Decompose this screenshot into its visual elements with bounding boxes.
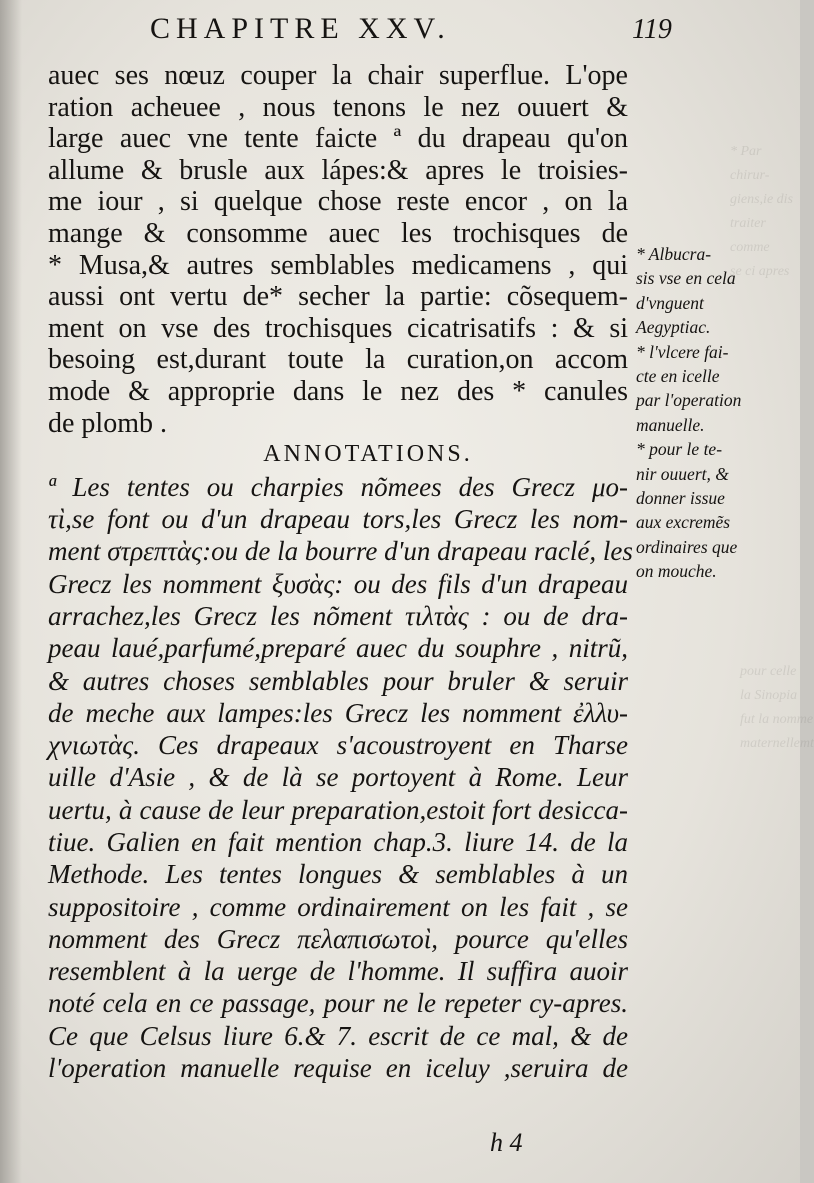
marginal-note-line: ordinaires que (636, 536, 738, 557)
text-line: me iour , si quelque chose reste encor , on la (48, 186, 628, 218)
annotation-line: noté cela en ce passage, pour ne le repeter cy-apres. (48, 988, 628, 1019)
marginal-note-line: aux excremẽs (636, 512, 731, 533)
annotation-line: suppositoire , comme ordinairement on les fait , se (48, 891, 628, 922)
annotation-line: ment στρεπτὰς:ou de la bourre d'un drapeau raclé, les (48, 536, 633, 567)
text-line: mange & consomme auec les trochisques de (48, 217, 628, 249)
annotation-line: peau laué,parfumé,preparé auec du souphre , nitrũ, (48, 633, 628, 664)
annotation-line: Methode. Les tentes longues & semblables à un (48, 859, 628, 890)
text-line: * Musa,& autres semblables medicamens , qui (48, 249, 628, 281)
annotation-line: de meche aux lampes:les Grecz les nomment ἐλλυ- (48, 697, 628, 728)
annotation-line: uertu, à cause de leur preparation,estoit fort desicca- (48, 794, 628, 825)
text-line: ration acheuee , nous tenons le nez ouuert & (48, 91, 628, 123)
marginal-note-line: d'vnguent (636, 292, 704, 313)
text-line: aussi ont vertu de* secher la partie: cõsequem- (48, 281, 628, 313)
marginal-note-line: par l'operation (636, 390, 742, 411)
text-line: de plomb . (48, 407, 167, 439)
marginal-note-line: * Albucra- (636, 244, 712, 264)
marginal-note-line: cte en icelle (636, 365, 720, 386)
gutter-shadow (0, 0, 22, 1183)
main-text-block (48, 60, 633, 1084)
annotation-line: l'operation manuelle requise en iceluy ,seruira de (48, 1053, 628, 1084)
marginal-note-line: on mouche. (636, 561, 717, 582)
show-through-text-upper: * Par chirur- giens,ie dis traiter comme se ci apres (730, 144, 793, 279)
marginal-note-line: sis vse en cela (636, 268, 736, 289)
annotation-paragraph (48, 471, 633, 1085)
marginal-note-line: * pour le te- (636, 439, 723, 460)
page-header (0, 10, 800, 50)
annotation-line: ª Les tentes ou charpies nõmees des Grecz μο- (48, 471, 628, 502)
text-line: auec ses nœuz couper la chair superflue. L'ope (48, 60, 628, 91)
annotation-line: Ce que Celsus liure 6.& 7. escrit de ce mal, & de (48, 1020, 628, 1051)
show-through-text-lower: pour celle la Sinopia fut la nomme maternellemt (740, 664, 814, 751)
page-number: 119 (632, 14, 672, 45)
annotation-line: τὶ,se font ou d'un drapeau tors,les Grecz les nom- (48, 504, 628, 535)
text-line: allume & brusle aux lápes:& apres le troisies- (48, 154, 628, 186)
marginal-note-line: Aegyptiac. (636, 317, 711, 338)
text-line: large auec vne tente faicte ª du drapeau qu'on (48, 123, 628, 155)
annotation-line: χνιωτὰς. Ces drapeaux s'acoustroyent en Tharse (48, 730, 628, 761)
text-line: besoing est,durant toute la curation,on accom (48, 344, 628, 376)
marginal-note-line: donner issue (636, 487, 725, 508)
text-line: mode & approprie dans le nez des * canules (48, 375, 628, 407)
marginal-notes (636, 242, 786, 583)
annotation-line: resemblent à la uerge de l'homme. Il suffira auoir (48, 956, 628, 987)
text-line: ment on vse des trochisques cicatrisatifs : & si (48, 312, 628, 344)
marginal-note-line: * l'vlcere fai- (636, 341, 729, 362)
running-head: CHAPITRE XXV. (150, 12, 451, 45)
annotation-line: uille d'Asie , & de là se portoyent à Rome. Leur (48, 762, 628, 793)
annotation-line: Grecz les nomment ξυσὰς: ou des fils d'un drapeau (48, 568, 628, 599)
annotation-line: tiue. Galien en fait mention chap.3. liure 14. de la (48, 826, 628, 857)
annotations-heading: ANNOTATIONS. (263, 441, 473, 468)
chapter-paragraph (48, 60, 628, 439)
annotation-line: nomment des Grecz πελαπισωτοὶ, pource qu'elles (48, 923, 628, 954)
marginal-note-line: manuelle. (636, 414, 705, 435)
marginal-note-line: nir ouuert, & (636, 463, 729, 484)
signature-mark: h 4 (490, 1128, 523, 1157)
annotation-line: arrachez,les Grecz les nõment τιλτὰς : ou de dra- (48, 600, 628, 631)
annotation-line: & autres choses semblables pour bruler & seruir (48, 665, 628, 696)
